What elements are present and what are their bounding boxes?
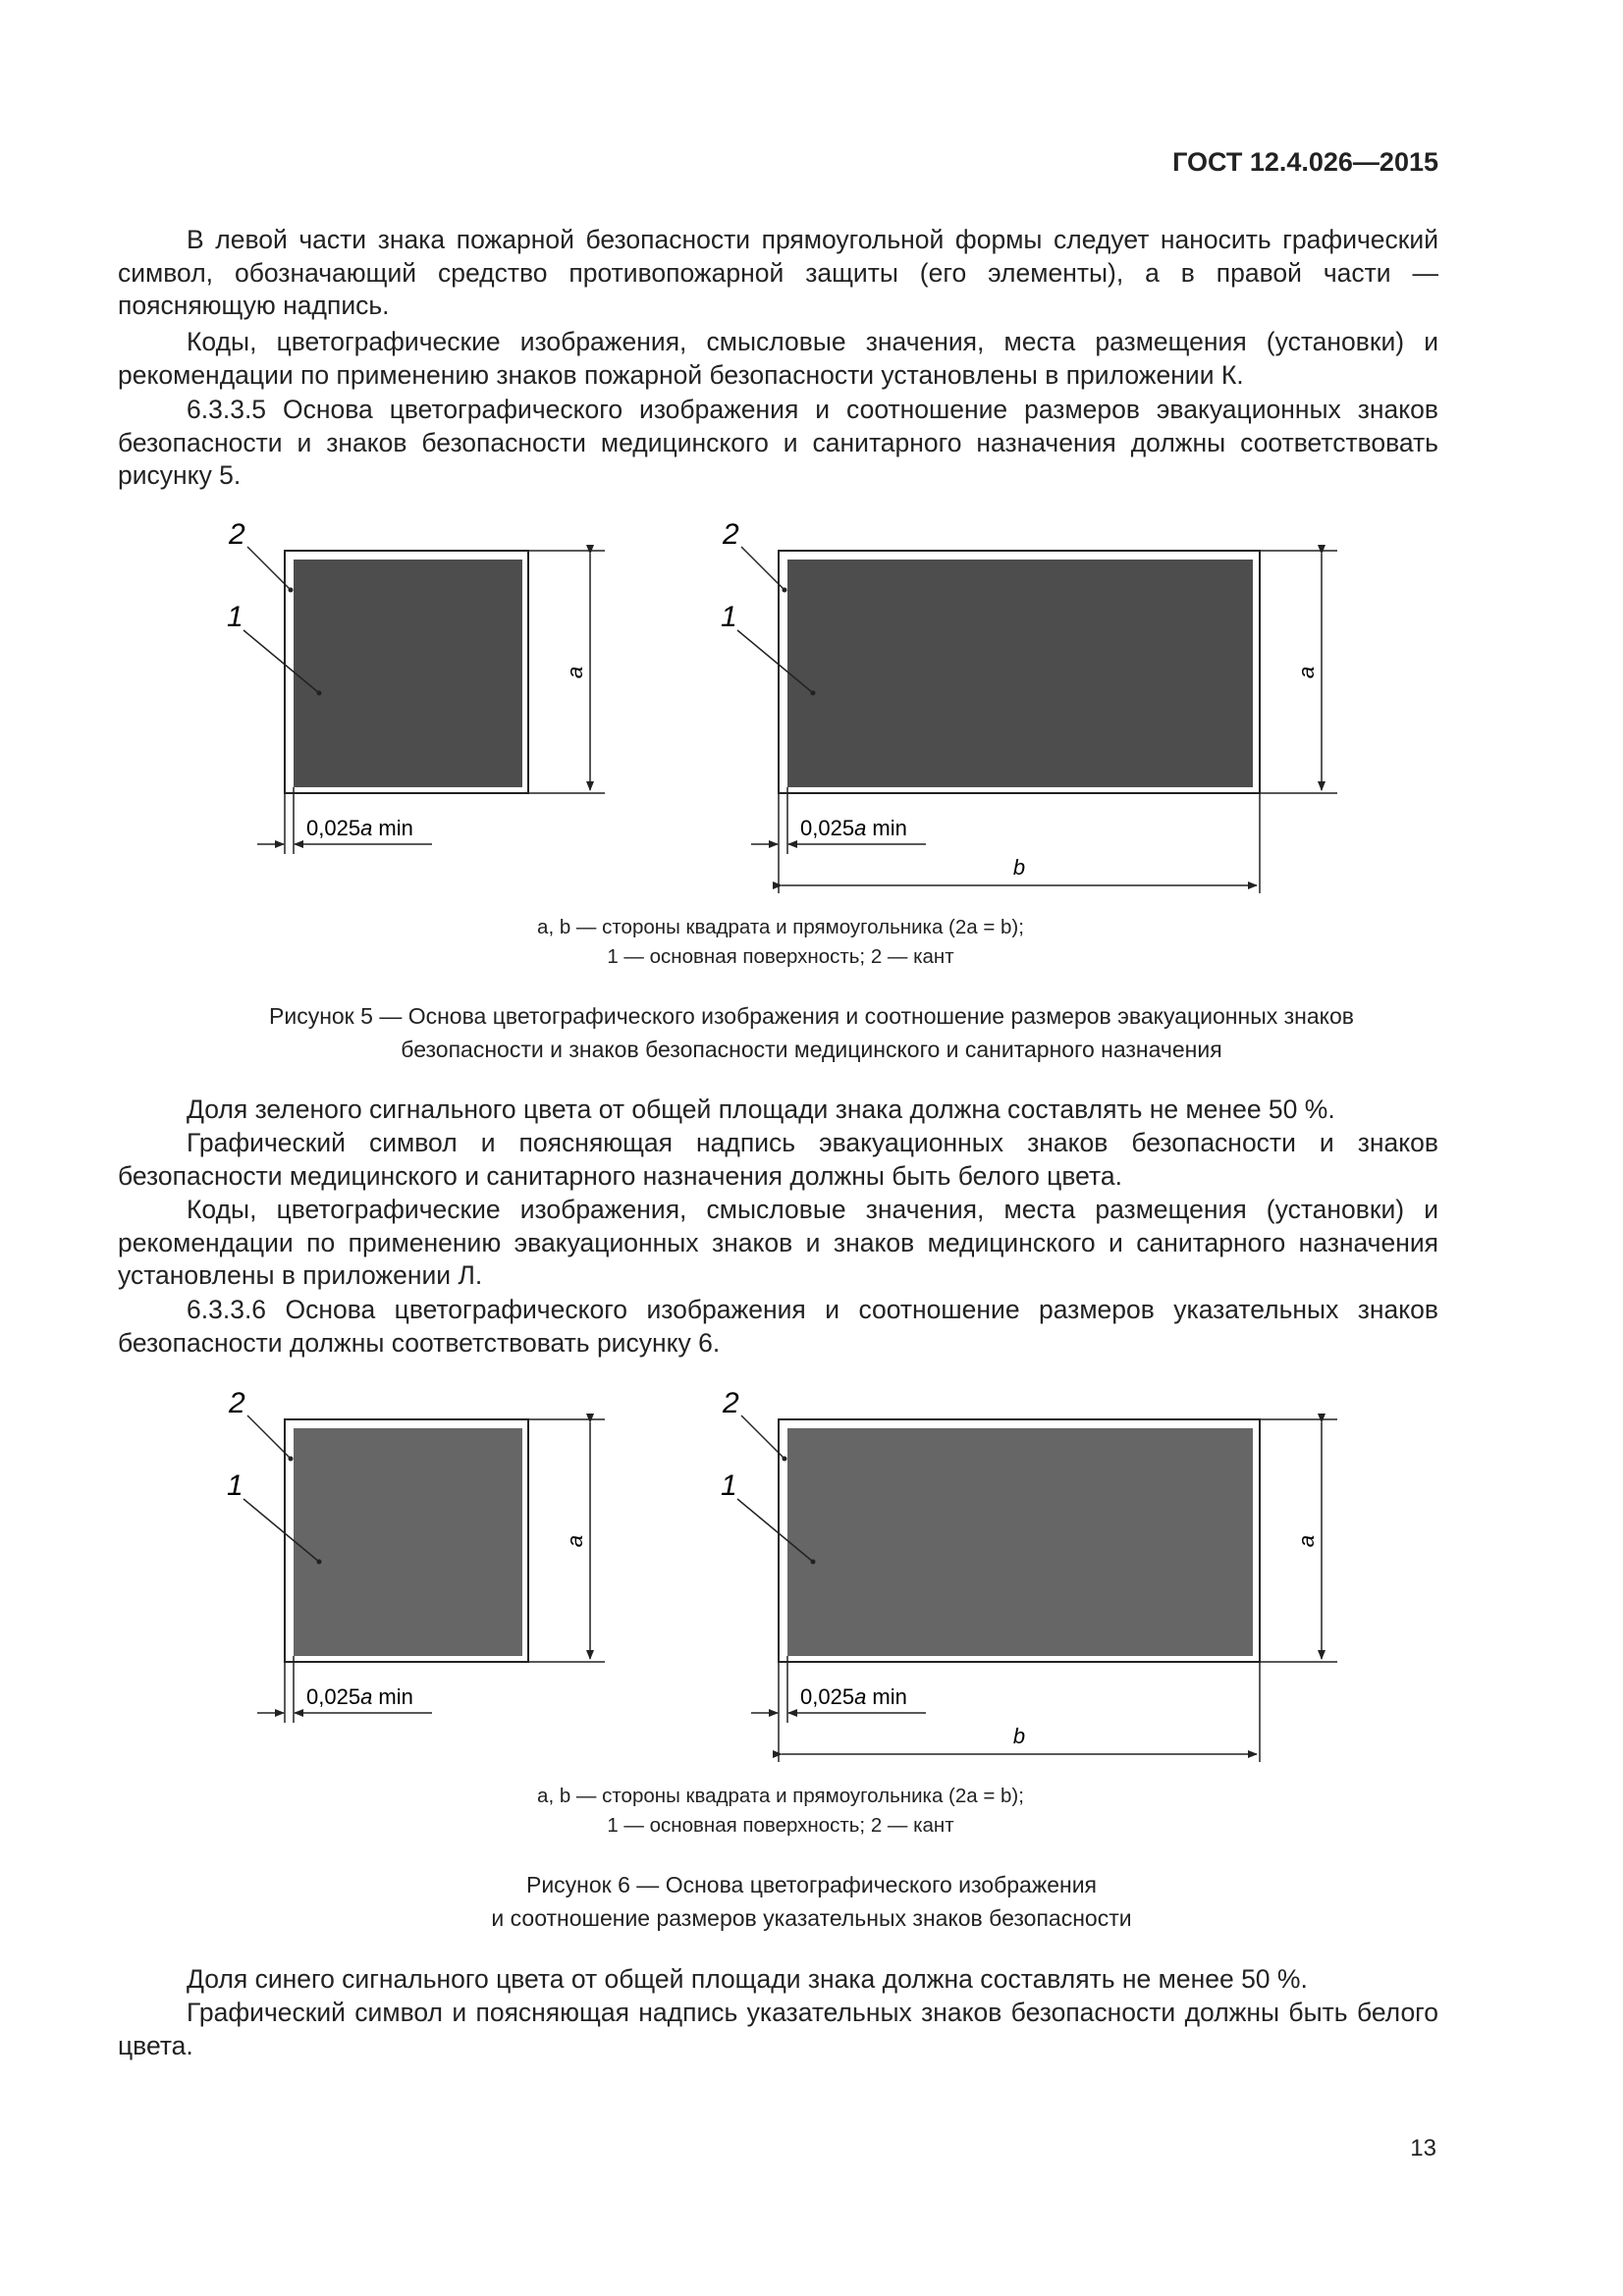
label-2-edge: 2 [229, 518, 245, 551]
dimension-a-label: a [1294, 666, 1319, 679]
caption-line: и соотношение размеров указательных знаков безопасности [491, 1905, 1132, 1931]
paragraph-green-share: Доля зеленого сигнального цвета от общей площади знака должна составлять не менее 50 %. [187, 1095, 1335, 1124]
figure-5-legend [0, 913, 1561, 972]
dimension-b-label: b [1012, 855, 1026, 880]
figure-5 [0, 510, 1623, 903]
legend-line-sides: a, b — стороны квадрата и прямоугольника (2a = b); [537, 916, 1024, 938]
rectangle-main-surface [787, 560, 1253, 787]
label-1-main-surface: 1 [227, 1469, 243, 1502]
figure-6-legend [0, 1782, 1561, 1841]
legend-line-sides: a, b — стороны квадрата и прямоугольника (2a = b); [537, 1785, 1024, 1807]
figure-5-drawing [0, 510, 1623, 903]
caption-line: Рисунок 6 — Основа цветографического изображения [525, 1872, 1098, 1897]
paragraph-evac-codes: Коды, цветографические изображения, смысловые значения, места размещения (установки) и рекомендации по применению эвакуационных знаков и знаков медицинского и санитарного назначения установлены в приложении Л. [118, 1195, 1438, 1290]
paragraph-fire-sign-layout: В левой части знака пожарной безопасности прямоугольной формы следует наносить графический символ, обозначающий средство противопожарной защиты (его элементы), а в правой части — поясняющую надпись. [118, 225, 1438, 320]
label-1-main-surface: 1 [227, 601, 243, 633]
min-border-label: 0,025a min [800, 816, 907, 840]
dimension-a-label: a [563, 1534, 587, 1548]
square-sign [227, 1387, 605, 1723]
rectangle-sign [721, 518, 1337, 893]
label-2-edge: 2 [723, 518, 739, 551]
dimension-a-label: a [563, 666, 587, 679]
min-border-label: 0,025a min [306, 816, 413, 840]
dimension-a-label: a [1294, 1534, 1319, 1548]
square-main-surface [294, 1428, 522, 1656]
dimension-b-label: b [1012, 1724, 1026, 1748]
paragraph-6-3-3-5: 6.3.3.5 Основа цветографического изображения и соотношение размеров эвакуационных знаков безопасности и знаков безопасности медицинского и санитарного назначения должны соответствовать рисунку 5. [118, 395, 1438, 490]
min-border-label: 0,025a min [800, 1684, 907, 1709]
rectangle-main-surface [787, 1428, 1253, 1656]
caption-line: Рисунок 5 — Основа цветографического изображения и соотношение размеров эвакуационных знаков [269, 1003, 1354, 1029]
figure-6 [0, 1379, 1623, 1772]
square-sign [227, 518, 605, 854]
label-1-main-surface: 1 [721, 601, 737, 633]
figure-6-caption [0, 1868, 1623, 1935]
paragraph-pointer-white: Графический символ и поясняющая надпись указательных знаков безопасности должны быть белого цвета. [118, 1998, 1438, 2060]
caption-line: безопасности и знаков безопасности медицинского и санитарного назначения [401, 1037, 1222, 1062]
paragraph-fire-sign-codes: Коды, цветографические изображения, смысловые значения, места размещения (установки) и рекомендации по применению знаков пожарной безопасности установлены в приложении К. [118, 327, 1438, 390]
label-1-main-surface: 1 [721, 1469, 737, 1502]
figure-6-drawing [0, 1379, 1623, 1772]
label-2-edge: 2 [723, 1387, 739, 1419]
page-number: 13 [1410, 2135, 1436, 2162]
label-2-edge: 2 [229, 1387, 245, 1419]
paragraph-white-symbol: Графический символ и поясняющая надпись эвакуационных знаков безопасности и знаков безопасности медицинского и санитарного назначения должны быть белого цвета. [118, 1128, 1438, 1191]
document-id-header: ГОСТ 12.4.026—2015 [1172, 147, 1438, 177]
min-border-label: 0,025a min [306, 1684, 413, 1709]
legend-line-parts: 1 — основная поверхность; 2 — кант [607, 1814, 954, 1837]
legend-line-parts: 1 — основная поверхность; 2 — кант [607, 945, 954, 968]
figure-5-caption [0, 999, 1623, 1066]
square-main-surface [294, 560, 522, 787]
paragraph-6-3-3-6: 6.3.3.6 Основа цветографического изображения и соотношение размеров указательных знаков безопасности должны соответствовать рисунку 6. [118, 1295, 1438, 1358]
paragraph-blue-share: Доля синего сигнального цвета от общей площади знака должна составлять не менее 50 %. [187, 1964, 1308, 1994]
rectangle-sign [721, 1387, 1337, 1762]
